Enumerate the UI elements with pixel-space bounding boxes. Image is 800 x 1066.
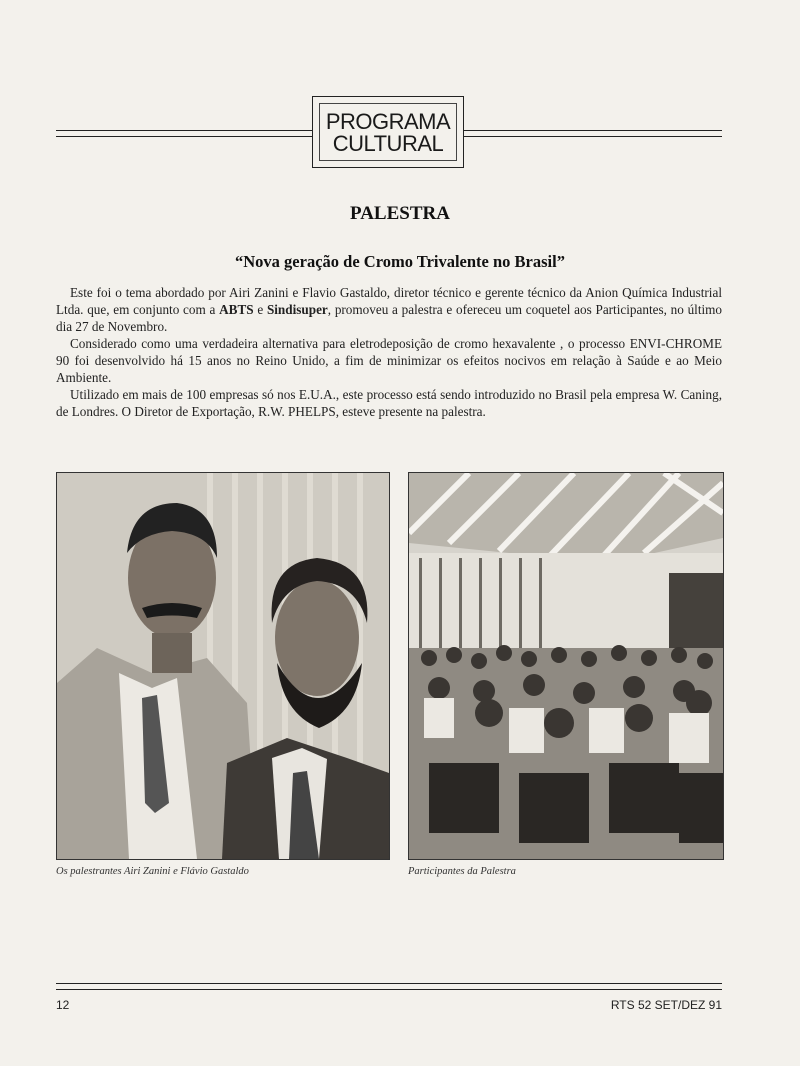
footer-rule-top [56, 983, 722, 984]
header-rule-left-bottom [56, 136, 312, 137]
sindisuper-name: Sindisuper [266, 302, 328, 317]
article-paragraph-3: Utilizado em mais de 100 empresas só nos E.U.A., este processo está sendo introduzido no Brasil pela empresa W. Caning, de Londres. O Diretor de Exportação, R.W. PHELPS, esteve presente na palestra. [56, 387, 722, 419]
article-subheading: “Nova geração de Cromo Trivalente no Brasil” [235, 252, 565, 271]
article-heading: PALESTRA [350, 203, 450, 224]
speakers-photo-caption: Os palestrantes Airi Zanini e Flávio Gastaldo [56, 866, 249, 877]
section-label-line2: CULTURAL [332, 131, 444, 156]
article-paragraph-2: Considerado como uma verdadeira alternativa para eletrodeposição de cromo hexavalente , o processo ENVI-CHROME 90 foi desenvolvido há 15 anos no Reino Unido, a fim de minimizar os efeitos nocivos em relação à Saúde e ao Meio Ambiente. [56, 336, 722, 385]
footer-rule-bottom [56, 989, 722, 990]
speakers-photo [56, 472, 390, 860]
header-rule-right-top [462, 130, 722, 131]
abts-name: ABTS [219, 302, 254, 317]
header-rule-right-bottom [462, 136, 722, 137]
audience-photo-caption: Participantes da Palestra [408, 866, 516, 877]
section-label-line1: PROGRAMA [325, 109, 451, 134]
article-paragraph-1: Este foi o tema abordado por Airi Zanini e Flavio Gastaldo, diretor técnico e gerente técnico da Anion Química Industrial Ltda. que, em conjunto com a ABTS e Sindisuper, promoveu a palestra e ofereceu um coquetel aos Participantes, no último dia 27 de Novembro. [56, 285, 723, 334]
article-body [56, 284, 722, 420]
page-number: 12 [56, 998, 70, 1012]
issue-label: RTS 52 SET/DEZ 91 [610, 998, 722, 1012]
header-rule-left-top [56, 130, 312, 131]
section-label-box [312, 96, 464, 168]
audience-photo [408, 472, 724, 860]
